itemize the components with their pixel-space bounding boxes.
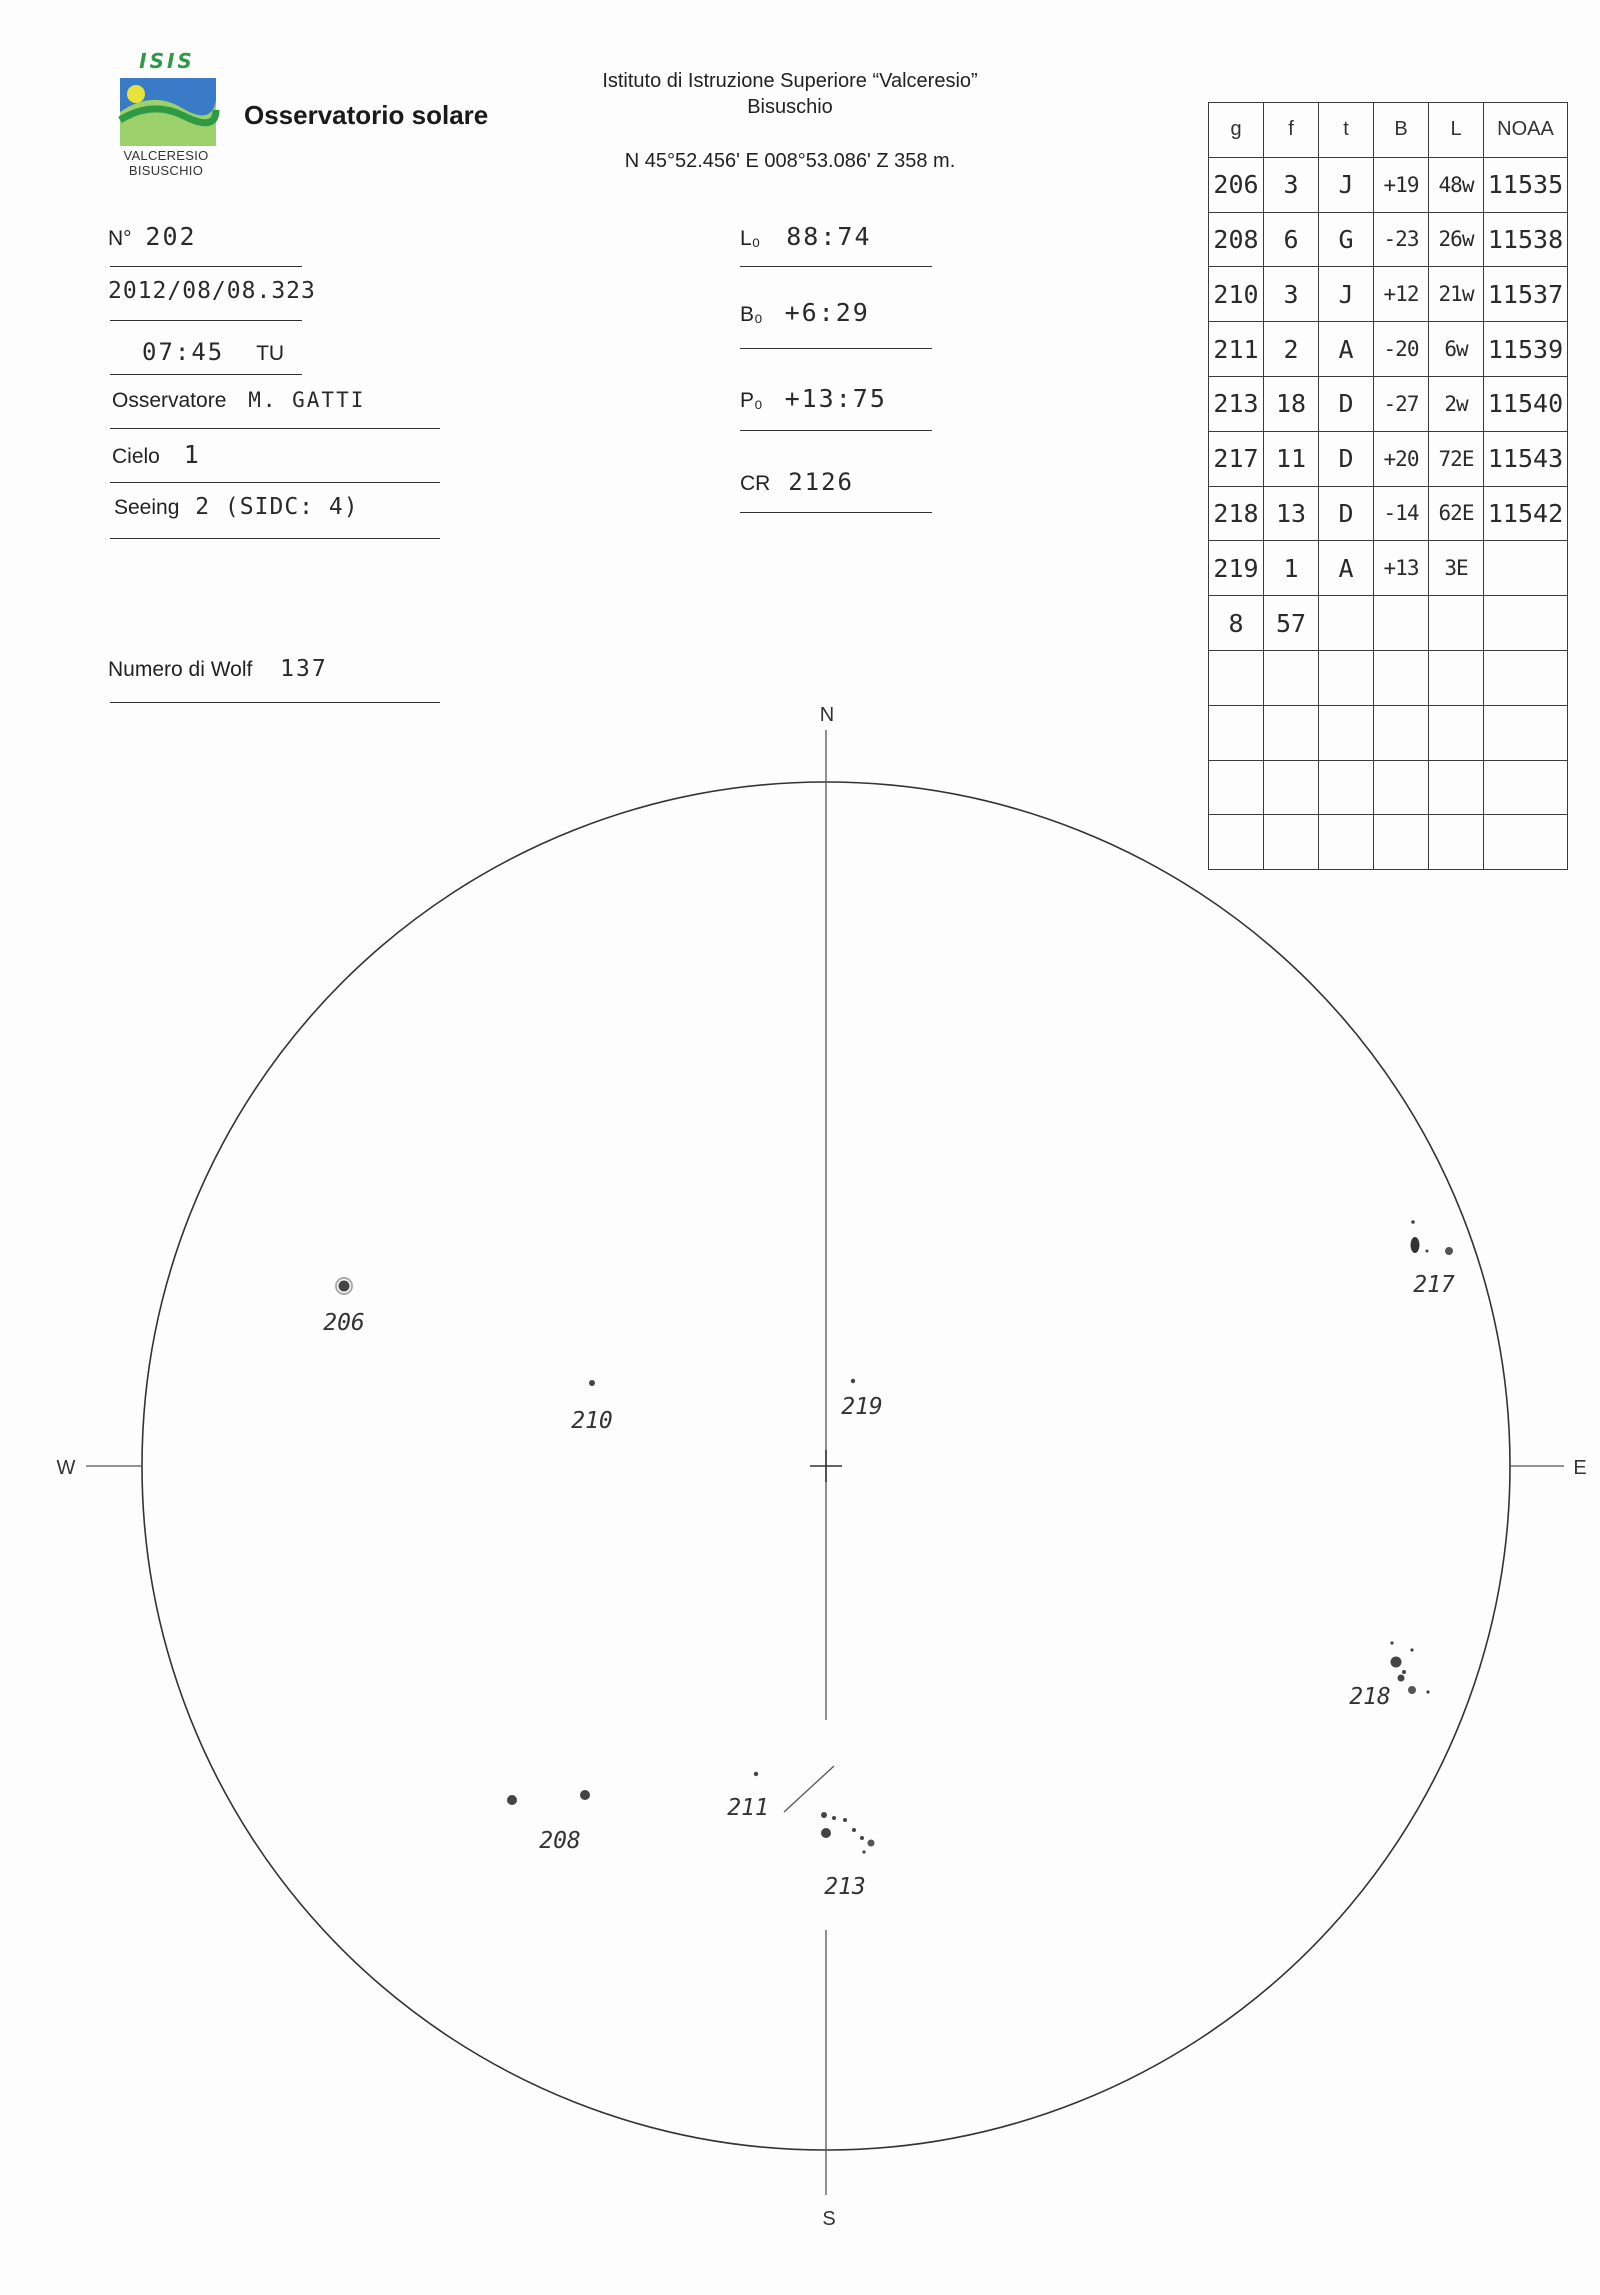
table-cell: 210: [1209, 267, 1264, 322]
table-cell: 11: [1264, 431, 1319, 486]
table-cell: 213: [1209, 376, 1264, 431]
sunspot-208: [507, 1795, 517, 1805]
sunspot-217: [1445, 1247, 1453, 1255]
sunspot-217: [1426, 1250, 1429, 1253]
record-time-value: 07:45: [142, 338, 225, 366]
table-cell: 62E: [1429, 486, 1484, 541]
table-cell: J: [1319, 267, 1374, 322]
table-cell: -23: [1374, 212, 1429, 267]
logo-line-2: BISUSCHIO: [128, 163, 204, 178]
record-date-value: 2012/08/08.323: [108, 278, 316, 304]
sunspot-213: [860, 1836, 864, 1840]
table-cell: 218: [1209, 486, 1264, 541]
record-number-label: N°: [108, 227, 132, 250]
seeing-label: Seeing: [114, 496, 180, 519]
sunspot-218: [1398, 1675, 1405, 1682]
sunspot-213: [843, 1818, 847, 1822]
group-label-211: 211: [727, 1795, 769, 1821]
p0-label: P₀: [740, 389, 763, 412]
seeing-value: 2 (SIDC: 4): [195, 494, 359, 520]
table-cell: 11538: [1484, 212, 1568, 267]
table-header-cell: NOAA: [1484, 103, 1568, 158]
sky-value: 1: [183, 440, 201, 469]
table-cell: 13: [1264, 486, 1319, 541]
sunspot-213: [821, 1812, 827, 1818]
table-cell: J: [1319, 157, 1374, 212]
sky-label: Cielo: [112, 445, 160, 468]
table-cell: 8: [1209, 596, 1264, 651]
table-cell: A: [1319, 541, 1374, 596]
sunspot-213: [821, 1828, 831, 1838]
table-cell: 219: [1209, 541, 1264, 596]
table-cell: 206: [1209, 157, 1264, 212]
record-number-value: 202: [145, 222, 197, 251]
logo-line-1: VALCERESIO: [123, 148, 209, 163]
cr-value: 2126: [788, 468, 854, 496]
table-cell: 11535: [1484, 157, 1568, 212]
group-label-218: 218: [1349, 1684, 1391, 1710]
record-time-unit: TU: [256, 342, 285, 365]
table-cell: +20: [1374, 431, 1429, 486]
table-cell: 26w: [1429, 212, 1484, 267]
table-cell: D: [1319, 486, 1374, 541]
group-211-pointer: [784, 1766, 834, 1812]
table-header-cell: g: [1209, 103, 1264, 158]
institute-line-1: Istituto di Istruzione Superiore “Valceresio”: [602, 70, 978, 92]
wolf-number-label: Numero di Wolf: [108, 658, 253, 681]
table-cell: 48w: [1429, 157, 1484, 212]
table-cell: -14: [1374, 486, 1429, 541]
table-cell: 6: [1264, 212, 1319, 267]
table-cell: 11542: [1484, 486, 1568, 541]
table-cell: 2w: [1429, 376, 1484, 431]
sunspot-208: [580, 1790, 590, 1800]
east-label: E: [1573, 1457, 1587, 1479]
page-title: Osservatorio solare: [244, 100, 489, 130]
sunspot-218: [1426, 1690, 1429, 1693]
sunspot-217: [1411, 1220, 1415, 1224]
table-header-cell: B: [1374, 103, 1429, 158]
l0-label: L₀: [740, 227, 761, 250]
group-label-208: 208: [539, 1828, 581, 1854]
table-cell: 11540: [1484, 376, 1568, 431]
institute-line-2: Bisuschio: [747, 96, 833, 118]
wolf-number-value: 137: [280, 656, 328, 682]
sunspot-219: [851, 1379, 855, 1383]
table-cell: 3: [1264, 157, 1319, 212]
group-label-217: 217: [1413, 1272, 1455, 1298]
table-cell: 11543: [1484, 431, 1568, 486]
sunspot-213: [832, 1816, 836, 1820]
table-cell: +12: [1374, 267, 1429, 322]
table-cell: 18: [1264, 376, 1319, 431]
sunspot-218: [1410, 1648, 1413, 1651]
table-header-cell: f: [1264, 103, 1319, 158]
south-label: S: [822, 2208, 836, 2230]
sunspot-206: [339, 1281, 350, 1292]
cr-label: CR: [740, 472, 771, 495]
observer-label: Osservatore: [112, 389, 227, 412]
sunspot-217: [1411, 1237, 1420, 1253]
table-cell: 1: [1264, 541, 1319, 596]
table-cell: 3: [1264, 267, 1319, 322]
group-label-213: 213: [824, 1874, 866, 1900]
sunspot-213: [868, 1840, 875, 1847]
table-cell: G: [1319, 212, 1374, 267]
table-cell: 211: [1209, 322, 1264, 377]
p0-value: +13:75: [784, 384, 887, 413]
table-header-cell: t: [1319, 103, 1374, 158]
group-label-210: 210: [571, 1408, 613, 1434]
table-cell: A: [1319, 322, 1374, 377]
table-cell: 208: [1209, 212, 1264, 267]
table-cell: 72E: [1429, 431, 1484, 486]
table-cell: D: [1319, 376, 1374, 431]
logo-wordmark: ISIS: [139, 50, 195, 73]
table-cell: +13: [1374, 541, 1429, 596]
group-label-206: 206: [323, 1310, 365, 1336]
table-cell: 21w: [1429, 267, 1484, 322]
table-cell: 57: [1264, 596, 1319, 651]
l0-value: 88:74: [786, 222, 872, 251]
table-cell: -27: [1374, 376, 1429, 431]
sunspot-213: [862, 1850, 865, 1853]
group-label-219: 219: [841, 1394, 883, 1420]
table-cell: -20: [1374, 322, 1429, 377]
sunspot-210: [589, 1380, 595, 1386]
b0-label: B₀: [740, 303, 763, 326]
sunspot-218: [1390, 1641, 1393, 1644]
b0-value: +6:29: [784, 298, 870, 327]
sunspot-213: [852, 1828, 856, 1832]
table-cell: +19: [1374, 157, 1429, 212]
west-label: W: [56, 1457, 76, 1479]
table-cell: 217: [1209, 431, 1264, 486]
table-cell: 11539: [1484, 322, 1568, 377]
table-cell: 6w: [1429, 322, 1484, 377]
observatory-coordinates: N 45°52.456' E 008°53.086' Z 358 m.: [624, 150, 956, 172]
observer-value: M. GATTI: [248, 388, 366, 412]
sunspot-211: [754, 1772, 758, 1776]
table-header-cell: L: [1429, 103, 1484, 158]
sunspot-218: [1391, 1657, 1402, 1668]
table-cell: 3E: [1429, 541, 1484, 596]
table-cell: 2: [1264, 322, 1319, 377]
north-label: N: [819, 704, 835, 726]
table-cell: 11537: [1484, 267, 1568, 322]
sunspot-218: [1408, 1686, 1416, 1694]
sunspot-218: [1402, 1670, 1406, 1674]
table-cell: D: [1319, 431, 1374, 486]
